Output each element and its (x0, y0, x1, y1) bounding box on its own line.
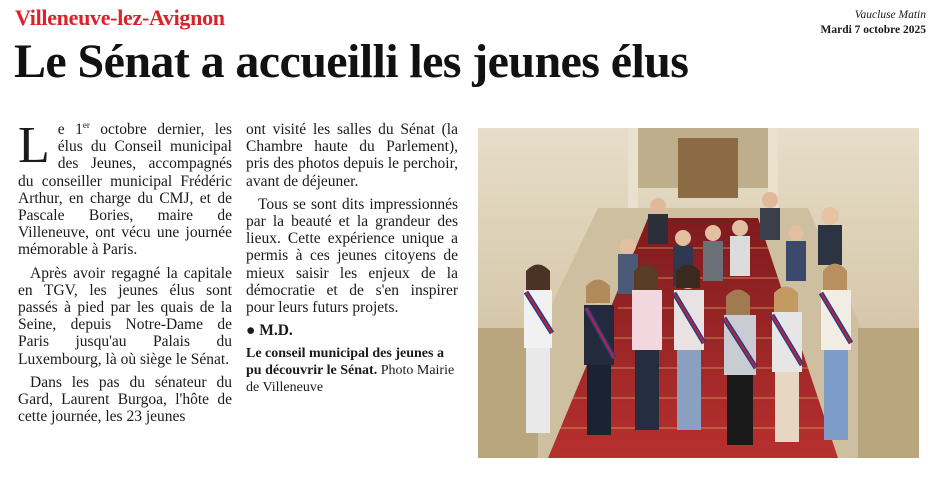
caption-bold: Le conseil municipal des jeunes a pu découvrir le Sénat. (246, 346, 444, 379)
banister-right (858, 328, 919, 458)
group-photo-illustration (478, 128, 919, 458)
ordinal-suffix: er (82, 119, 90, 130)
article-column-2 (246, 121, 458, 402)
paragraph-4: ont visité les salles du Sénat (la Chambre haute du Parlement), pris des photos depuis le perchoir, avant de déjeuner. (246, 121, 458, 190)
paragraph-5: Tous se sont dits impressionnés par la beauté et la grandeur des lieux. Cette expérience unique a permis à ces jeunes citoyens de mieux saisir les enjeux de la démocratie et de s'en inspirer pour leurs futurs projets. (246, 195, 458, 317)
publication-block (820, 8, 926, 38)
article-photo (478, 128, 919, 458)
paragraph-2: Après avoir regagné la capitale en TGV, les jeunes élus sont passés à pied par les quais de la Seine, depuis Notre-Dame de Paris jusqu'au Palais du Luxembourg, là où siège le Sénat. (18, 264, 232, 368)
article-column-1 (18, 117, 232, 431)
photo-caption (246, 345, 458, 396)
drop-cap: L (18, 117, 50, 174)
paragraph-1 (18, 117, 232, 259)
paragraph-1-start: e 1 (57, 121, 83, 138)
paragraph-1-text: octobre dernier, les élus du Conseil municipal des Jeunes, accompagnés du conseiller municipal Frédéric Arthur, en charge du CMJ, et de Pascale Bories, maire de Villeneuve, ont vécu une journée mémorable à Paris. (18, 121, 232, 259)
photo-credit: Photo Mairie de Villeneuve (246, 363, 455, 396)
publication-name: Vaucluse Matin (854, 9, 926, 21)
author-signature: ● M.D. (246, 322, 293, 340)
doorway (678, 138, 738, 198)
publication-date: Mardi 7 octobre 2025 (820, 24, 926, 36)
paragraph-3: Dans les pas du sénateur du Gard, Laurent Burgoa, l'hôte de cette journée, les 23 jeunes (18, 373, 232, 426)
article-headline: Le Sénat a accueilli les jeunes élus (14, 35, 689, 88)
section-kicker: Villeneuve-lez-Avignon (15, 5, 225, 30)
